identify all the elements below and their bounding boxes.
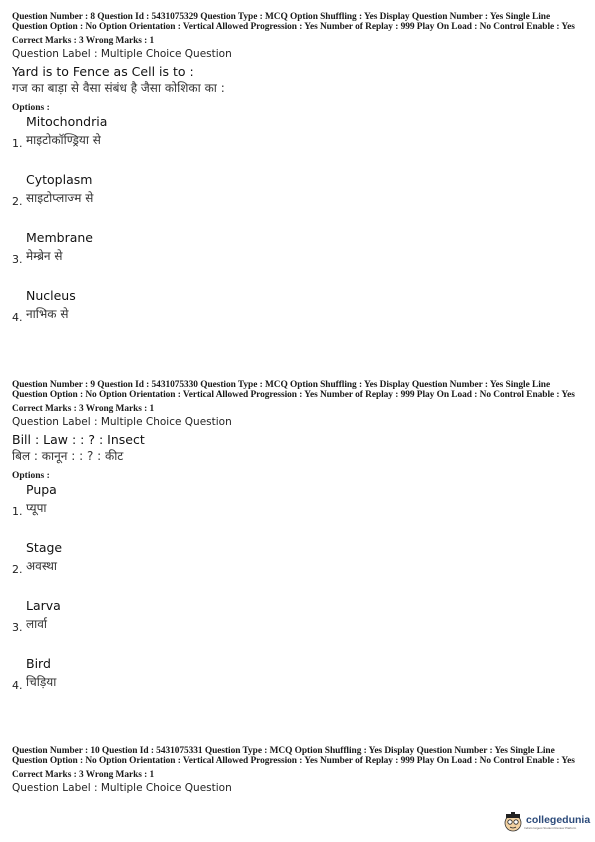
option-2[interactable] bbox=[12, 539, 585, 597]
question-meta: Question Number : 10 Question Id : 5431075331 Question Type : MCQ Option Shuffling : Yes Display Question Number : Yes Single Line Question Option : No Option Orientation : Vertical Allowed Progression : Yes Number of Replay : 999 Play On Load : No Control Enable : Yes bbox=[12, 746, 575, 767]
option-number: 3. bbox=[12, 620, 23, 634]
question-label: Question Label : Multiple Choice Question bbox=[12, 781, 232, 794]
collegedunia-logo bbox=[502, 810, 592, 834]
marks-info: Correct Marks : 3 Wrong Marks : 1 bbox=[12, 35, 155, 46]
option-number: 2. bbox=[12, 562, 23, 576]
option-text-hi: लार्वा bbox=[26, 616, 48, 631]
option-4[interactable] bbox=[12, 287, 585, 345]
logo-text: collegedunia bbox=[526, 813, 591, 826]
option-text-hi: अवस्था bbox=[26, 558, 58, 573]
option-number: 1. bbox=[12, 136, 23, 150]
option-number: 2. bbox=[12, 194, 23, 208]
option-text-hi: मेम्ब्रेन से bbox=[26, 248, 63, 263]
option-text-en: Membrane bbox=[26, 229, 93, 245]
question-10 bbox=[12, 746, 585, 795]
option-3[interactable] bbox=[12, 229, 585, 287]
question-text-en: Yard is to Fence as Cell is to : bbox=[12, 63, 194, 79]
options-title: Options : bbox=[12, 102, 50, 113]
option-number: 4. bbox=[12, 310, 23, 324]
question-9 bbox=[12, 380, 585, 713]
option-text-hi: चिड़िया bbox=[26, 674, 57, 689]
option-2[interactable] bbox=[12, 171, 585, 229]
question-text-en: Bill : Law : : ? : Insect bbox=[12, 431, 145, 447]
option-1[interactable] bbox=[12, 481, 585, 539]
option-text-hi: नाभिक से bbox=[26, 306, 69, 321]
options-title: Options : bbox=[12, 470, 50, 481]
question-meta: Question Number : 9 Question Id : 5431075330 Question Type : MCQ Option Shuffling : Yes Display Question Number : Yes Single Line Question Option : No Option Orientation : Vertical Allowed Progression : Yes Number of Replay : 999 Play On Load : No Control Enable : Yes bbox=[12, 380, 575, 401]
option-1[interactable] bbox=[12, 113, 585, 171]
option-text-en: Larva bbox=[26, 597, 61, 613]
option-text-en: Cytoplasm bbox=[26, 171, 93, 187]
option-text-hi: प्यूपा bbox=[26, 500, 47, 515]
option-number: 3. bbox=[12, 252, 23, 266]
option-text-hi: साइटोप्लाज्म से bbox=[26, 190, 94, 205]
option-3[interactable] bbox=[12, 597, 585, 655]
question-meta: Question Number : 8 Question Id : 5431075329 Question Type : MCQ Option Shuffling : Yes Display Question Number : Yes Single Line Question Option : No Option Orientation : Vertical Allowed Progression : Yes Number of Replay : 999 Play On Load : No Control Enable : Yes bbox=[12, 12, 575, 33]
option-text-en: Nucleus bbox=[26, 287, 76, 303]
question-8 bbox=[12, 12, 585, 345]
option-number: 4. bbox=[12, 678, 23, 692]
option-4[interactable] bbox=[12, 655, 585, 713]
option-text-hi: माइटोकॉण्ड्रिया से bbox=[26, 132, 101, 147]
option-text-en: Pupa bbox=[26, 481, 57, 497]
option-text-en: Stage bbox=[26, 539, 63, 555]
mascot-icon bbox=[502, 811, 524, 833]
option-number: 1. bbox=[12, 504, 23, 518]
question-label: Question Label : Multiple Choice Question bbox=[12, 415, 232, 428]
marks-info: Correct Marks : 3 Wrong Marks : 1 bbox=[12, 403, 155, 414]
question-label: Question Label : Multiple Choice Question bbox=[12, 47, 232, 60]
question-text-hi: गज का बाड़ा से वैसा संबंध है जैसा कोशिका का : bbox=[12, 80, 225, 95]
option-text-en: Bird bbox=[26, 655, 51, 671]
marks-info: Correct Marks : 3 Wrong Marks : 1 bbox=[12, 769, 155, 780]
option-text-en: Mitochondria bbox=[26, 113, 108, 129]
logo-tagline: India's largest Student Review Platform bbox=[524, 825, 577, 830]
question-text-hi: बिल : कानून : : ? : कीट bbox=[12, 448, 124, 463]
